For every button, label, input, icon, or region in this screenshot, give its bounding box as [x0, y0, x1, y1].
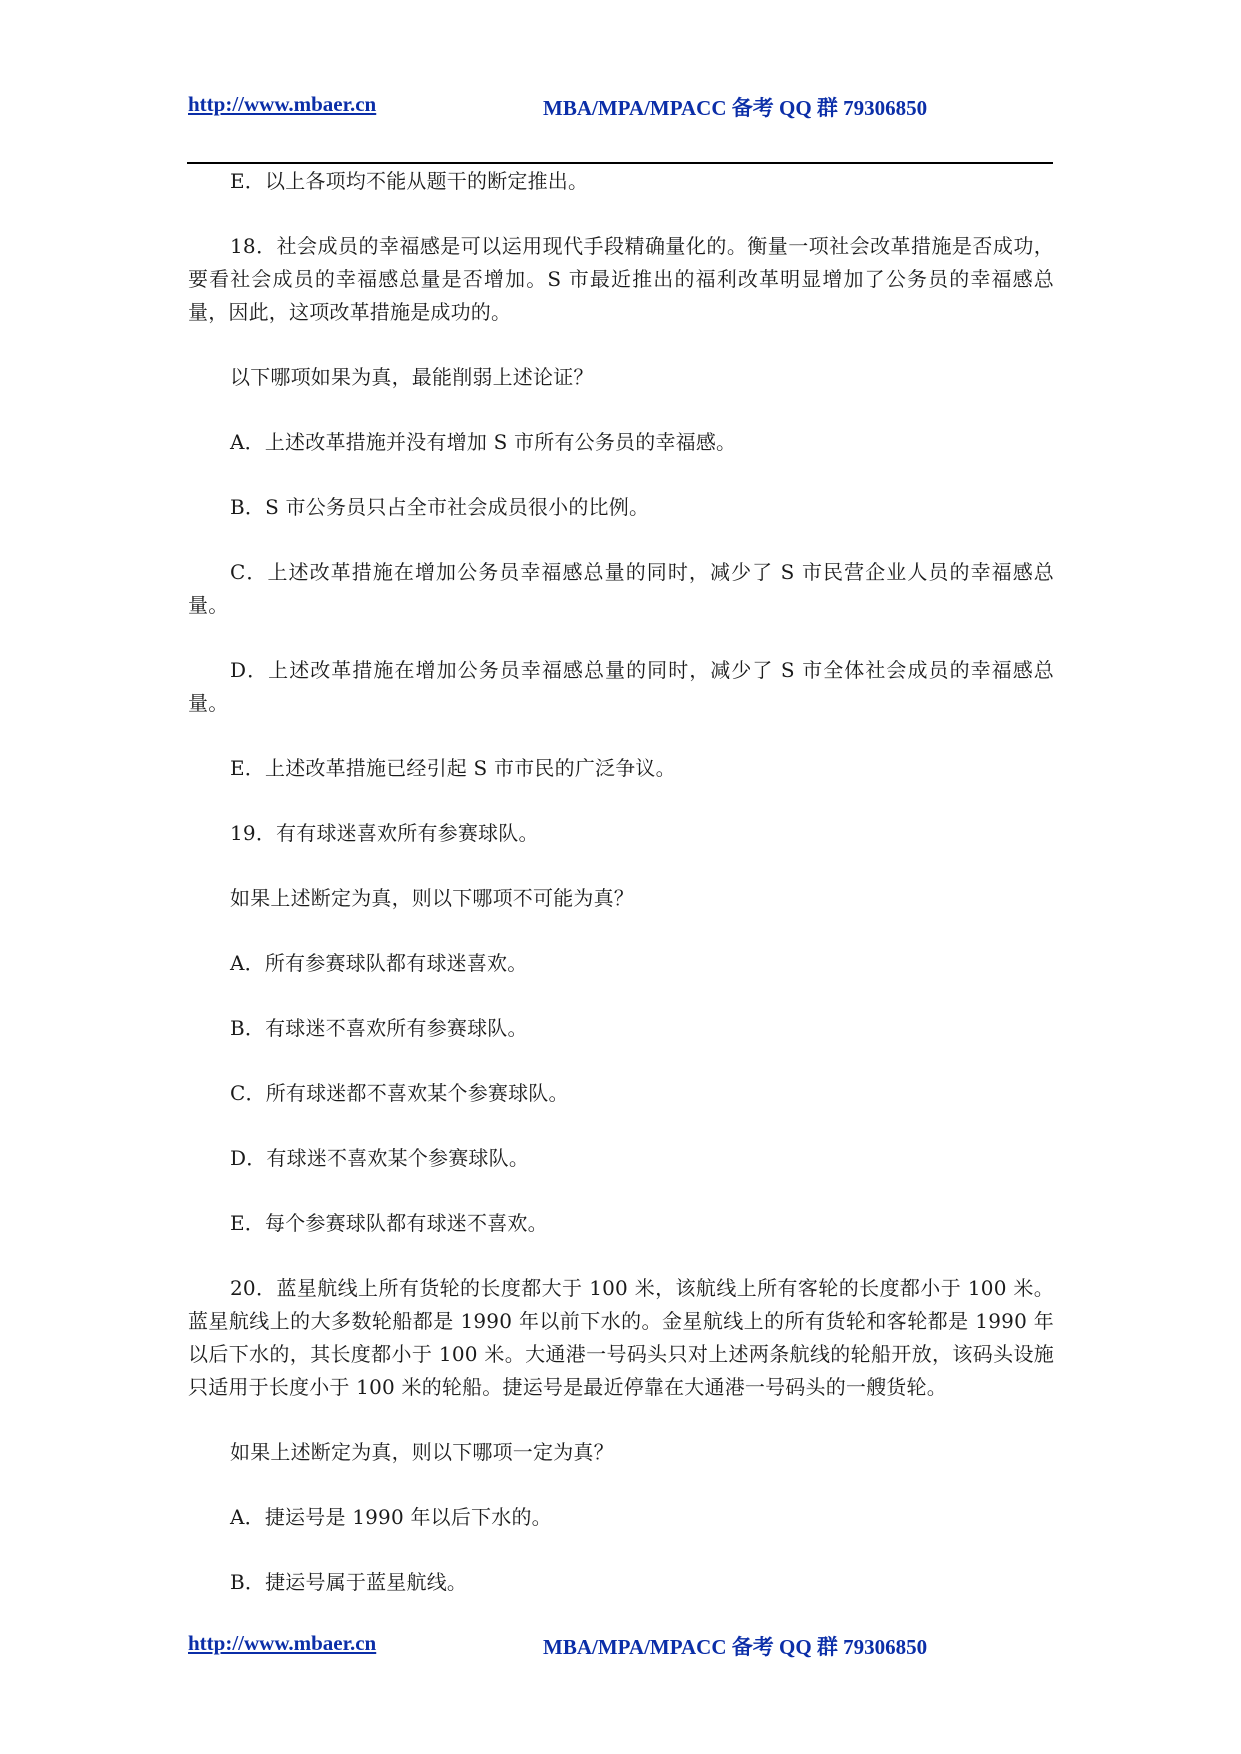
question-20-prompt: 如果上述断定为真，则以下哪项一定为真？ — [230, 1440, 614, 1464]
header-site-link[interactable]: http://www.mbaer.cn — [188, 92, 377, 116]
question-19-prompt: 如果上述断定为真，则以下哪项不可能为真？ — [230, 886, 634, 910]
option-a: A．上述改革措施并没有增加 S 市所有公务员的幸福感。 — [230, 430, 737, 454]
header-rule — [187, 162, 1053, 164]
question-19-stem: 19．有有球迷喜欢所有参赛球队。 — [230, 821, 539, 845]
option-b: B．有球迷不喜欢所有参赛球队。 — [230, 1016, 528, 1040]
option-a: A．捷运号是 1990 年以后下水的。 — [230, 1505, 552, 1529]
page-header — [188, 92, 941, 122]
document-body — [188, 165, 1054, 1599]
option-a: A．所有参赛球队都有球迷喜欢。 — [230, 951, 528, 975]
paragraph: E．以上各项均不能从题干的断定推出。 — [230, 169, 589, 193]
option-c: C．所有球迷都不喜欢某个参赛球队。 — [230, 1081, 569, 1105]
option-b: B．S 市公务员只占全市社会成员很小的比例。 — [230, 495, 650, 519]
option-c: C．上述改革措施在增加公务员幸福感总量的同时，减少了 S 市民营企业人员的幸福感总量。 — [188, 560, 1054, 617]
option-b: B．捷运号属于蓝星航线。 — [230, 1570, 468, 1594]
footer-qq-group: MBA/MPA/MPACC 备考 QQ 群 79306850 — [543, 1635, 928, 1659]
page-footer — [188, 1631, 941, 1661]
question-18-prompt: 以下哪项如果为真，最能削弱上述论证？ — [230, 365, 594, 389]
header-qq-group: MBA/MPA/MPACC 备考 QQ 群 79306850 — [543, 96, 928, 120]
option-d: D．上述改革措施在增加公务员幸福感总量的同时，减少了 S 市全体社会成员的幸福感总量。 — [188, 658, 1054, 715]
option-d: D．有球迷不喜欢某个参赛球队。 — [230, 1146, 530, 1170]
question-18-stem: 18．社会成员的幸福感是可以运用现代手段精确量化的。衡量一项社会改革措施是否成功，要看社会成员的幸福感总量是否增加。S 市最近推出的福利改革明显增加了公务员的幸福感总量，因此，这项改革措施是成功的。 — [188, 234, 1054, 324]
question-20-stem: 20．蓝星航线上所有货轮的长度都大于 100 米，该航线上所有客轮的长度都小于 100 米。蓝星航线上的大多数轮船都是 1990 年以前下水的。金星航线上的所有货轮和客轮都是 1990 年以后下水的，其长度都小于 100 米。大通港一号码头只对上述两条航线的轮船开放，该码头设施只适用于长度小于 100 米的轮船。捷运号是最近停靠在大通港一号码头的一艘货轮。 — [188, 1276, 1054, 1399]
option-e: E．上述改革措施已经引起 S 市市民的广泛争议。 — [230, 756, 676, 780]
option-e: E．每个参赛球队都有球迷不喜欢。 — [230, 1211, 548, 1235]
footer-site-link[interactable]: http://www.mbaer.cn — [188, 1631, 377, 1655]
